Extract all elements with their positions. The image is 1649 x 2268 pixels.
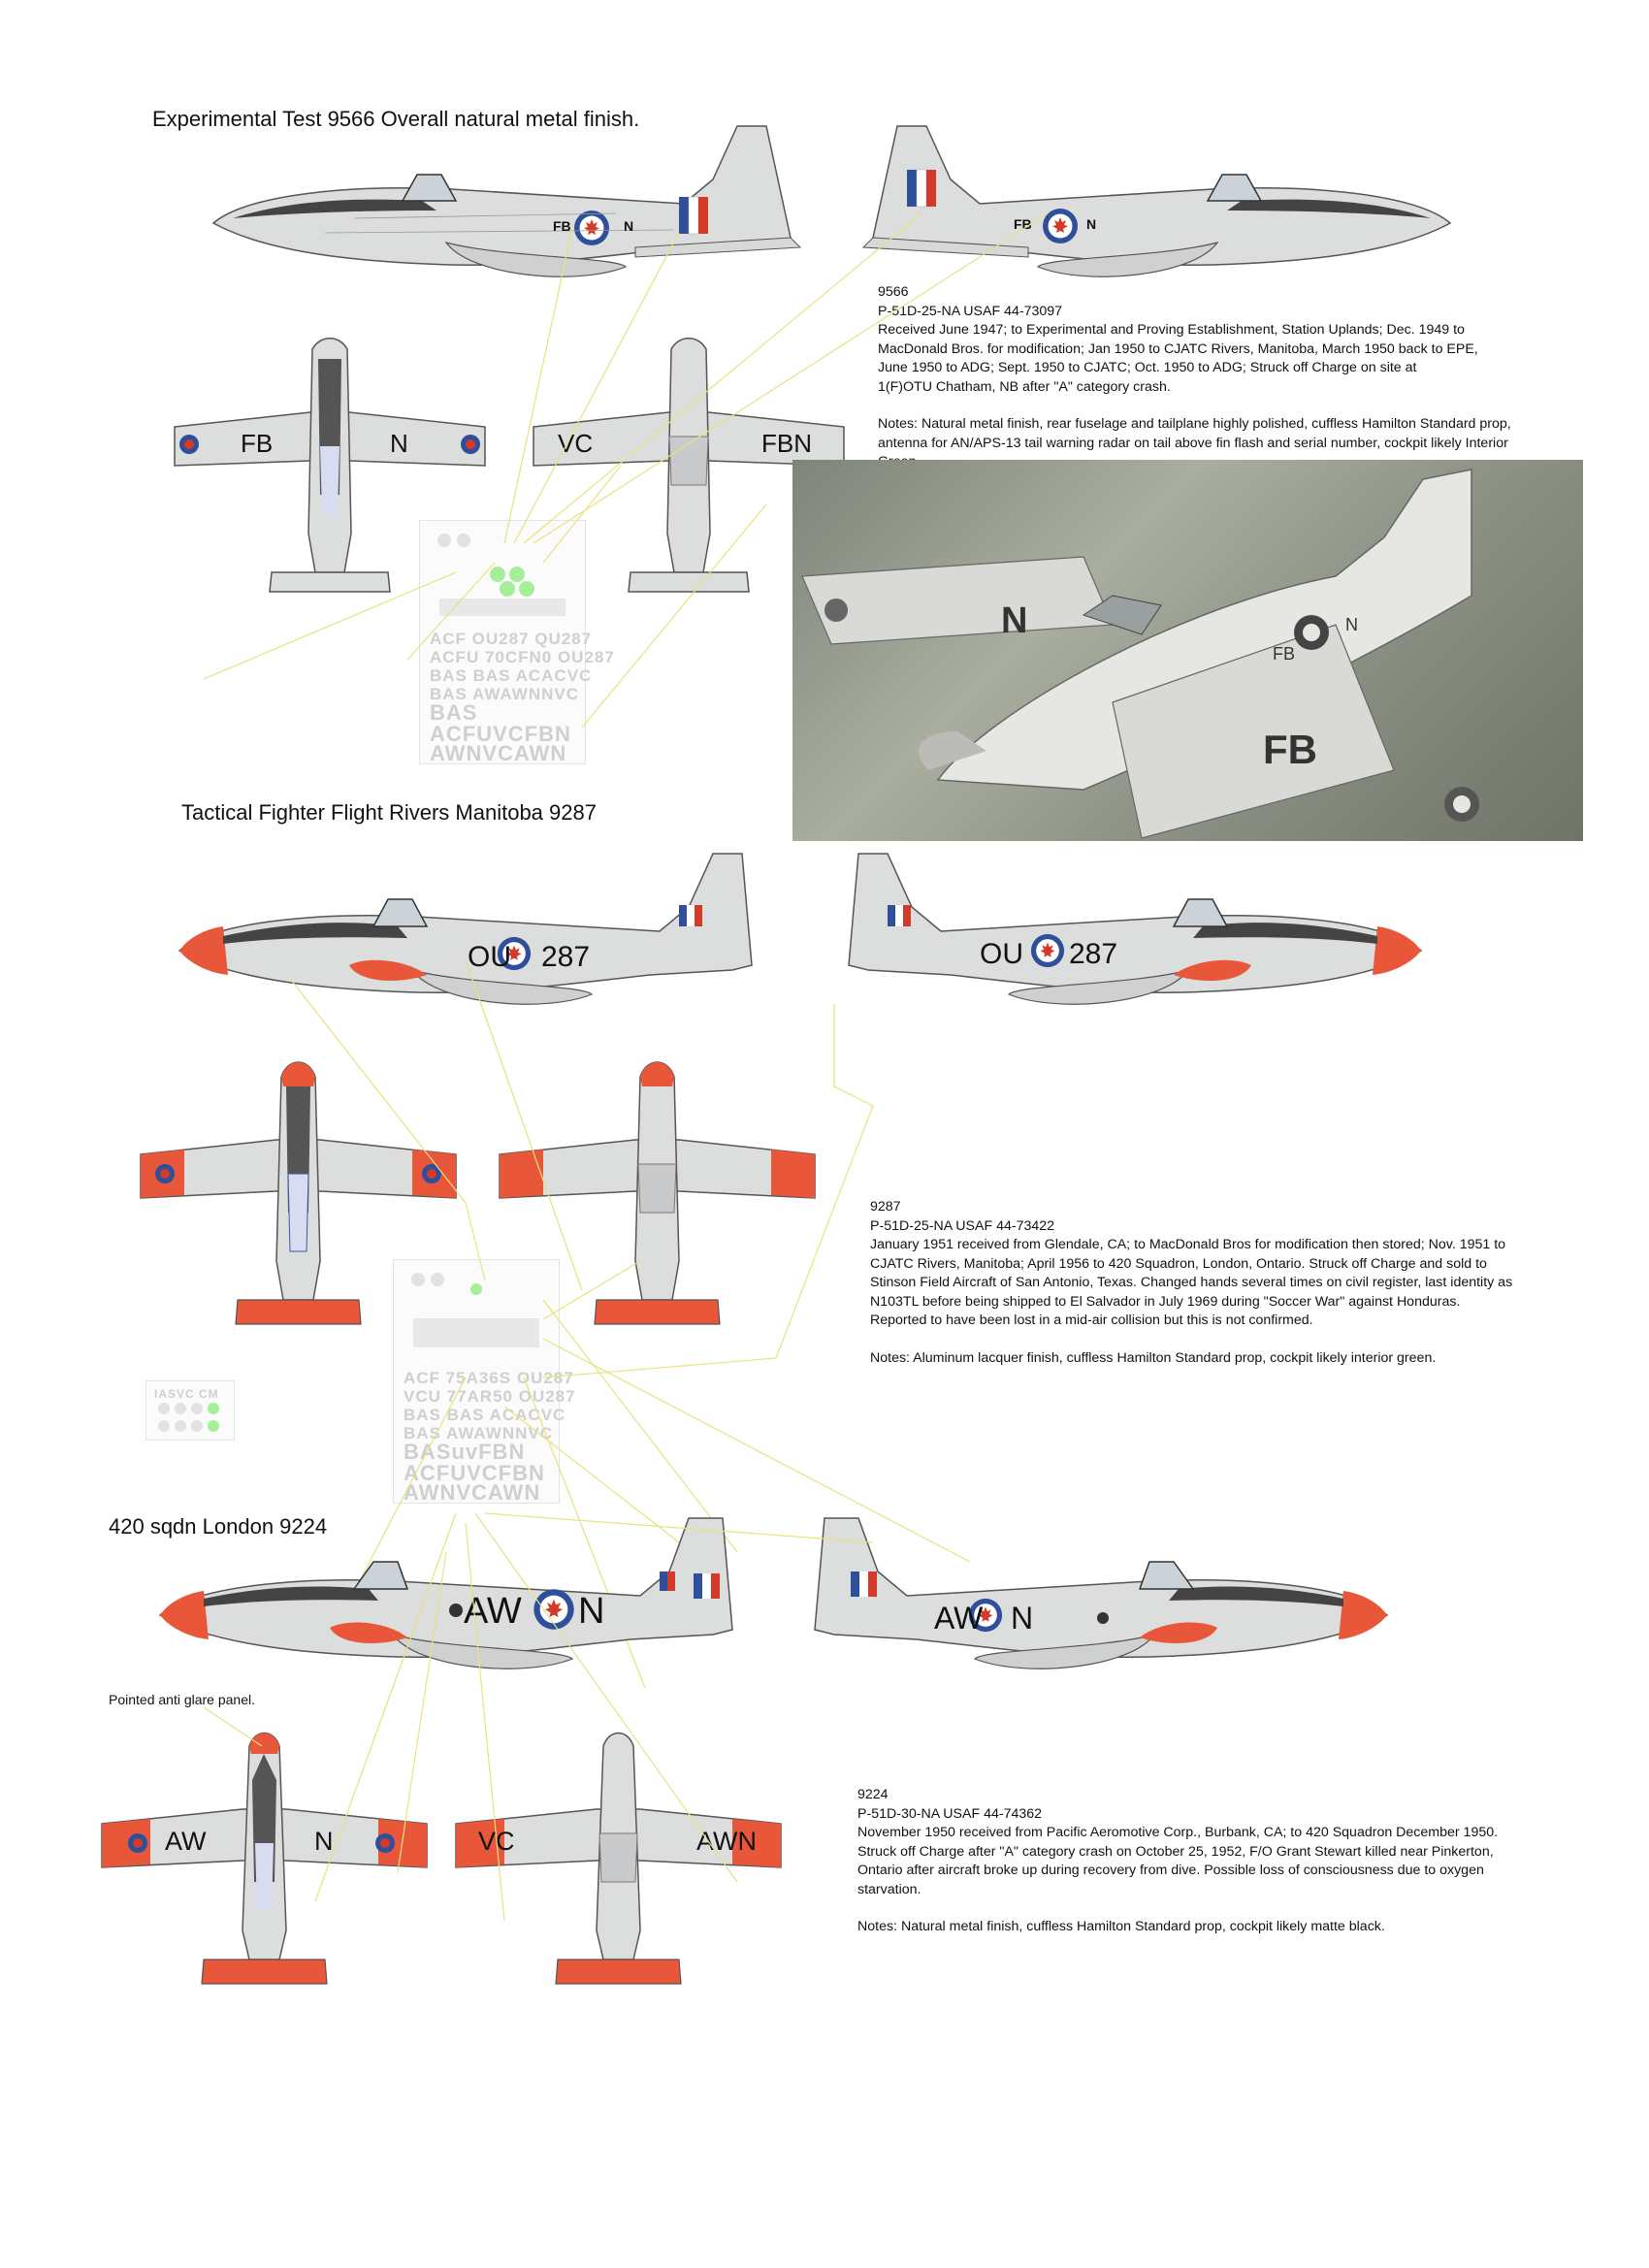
decal-sheet-mini [146, 1380, 235, 1441]
decal-sheet-2-line-5: BASuvFBN [404, 1440, 526, 1464]
decal-sheet-1-line-5: BAS [430, 700, 478, 725]
info-9566 [878, 283, 1576, 472]
info-9224-history-2: Struck off Charge after "A" category crash on October 25, 1952, F/O Grant Stewart killed near Pinkerton, [857, 1843, 1494, 1860]
decal-sheet-2-line-3: BAS BAS ACACVC [404, 1406, 566, 1424]
info-9287-type: P-51D-25-NA USAF 44-73422 [870, 1217, 1055, 1234]
decal-sheet-2-line-2: VCU 77AR50 OU287 [404, 1387, 576, 1406]
info-9287 [870, 1198, 1568, 1368]
photo-lower-code: FB [1263, 727, 1317, 772]
photo-tail-code: N [1345, 615, 1358, 634]
profile-9287-right-code-a: OU [980, 938, 1023, 970]
info-9566-history-3: June 1950 to ADG; Sept. 1950 to CJATC; Oct. 1950 to ADG; Struck off Charge on site at [878, 360, 1417, 375]
aircraft-photo [792, 460, 1583, 841]
section2-heading: Tactical Fighter Flight Rivers Manitoba 9287 [181, 800, 597, 825]
info-9224-type: P-51D-30-NA USAF 44-74362 [857, 1805, 1043, 1822]
decal-sheet-1-line-6: ACFUVCFBN [430, 722, 571, 746]
info-9566-history-4: 1(F)OTU Chatham, NB after "A" category crash. [878, 378, 1171, 395]
info-9566-notes-2: antenna for AN/APS-13 tail warning radar on tail above fin flash and serial number, cockpit likely Interior [878, 435, 1508, 451]
photo-fuselage-code: FB [1273, 644, 1296, 664]
profile-9224-right-code-b: N [1011, 1601, 1034, 1636]
info-9224-serial: 9224 [857, 1787, 889, 1802]
profile-9287-left-code-a: OU [468, 941, 511, 973]
decal-sheet-2-line-4: BAS AWAWNNVC [404, 1424, 553, 1442]
profile-9566-right-code-b: N [1086, 216, 1097, 232]
info-9287-history-3: Stinson Field Aircraft of San Antonio, Texas. Changed hands several times on civil register, last identity as [870, 1275, 1513, 1290]
profile-9224-left [155, 1513, 737, 1688]
decal-sheet-1-line-7: AWNVCAWN [430, 741, 567, 765]
info-9224-notes-1: Notes: Natural metal finish, cuffless Hamilton Standard prop, cockpit likely matte black. [857, 1919, 1385, 1934]
section3-heading: 420 sqdn London 9224 [109, 1514, 328, 1539]
info-9566-type: P-51D-25-NA USAF 44-73097 [878, 303, 1063, 319]
section1-heading: Experimental Test 9566 Overall natural metal finish. [152, 107, 640, 131]
profile-9566-right [854, 121, 1455, 296]
planform-9566-top-code-a: FB [241, 429, 274, 458]
info-9287-history-5: Reported to have been lost in a mid-air collision but this is not confirmed. [870, 1312, 1313, 1328]
profile-9224-left-code-a: AW [464, 1591, 522, 1632]
info-9224-history-1: November 1950 received from Pacific Aeromotive Corp., Burbank, CA; to 420 Squadron December 1950. [857, 1825, 1499, 1840]
info-9566-notes-1: Notes: Natural metal finish, rear fuselage and tailplane highly polished, cuffless Hamilton Standard prop, [878, 416, 1511, 432]
planform-9224-top-code-a: AW [165, 1827, 207, 1856]
planform-9224-top-code-b: N [314, 1827, 334, 1856]
decal-sheet-1-line-3: BAS BAS ACACVC [430, 666, 593, 685]
info-9566-history-2: MacDonald Bros. for modification; Jan 1950 to CJATC Rivers, Manitoba, March 1950 back to EPE, [878, 340, 1478, 357]
decal-sheet-2-line-6: ACFUVCFBN [404, 1461, 545, 1485]
info-9287-notes-1: Notes: Aluminum lacquer finish, cuffless Hamilton Standard prop, cockpit likely interior green. [870, 1349, 1437, 1366]
decal-sheet-2 [393, 1259, 576, 1505]
planform-9224-top [97, 1736, 432, 2008]
profile-9566-left-code-a: FB [553, 218, 571, 234]
decal-sheet-1-line-4: BAS AWAWNNVC [430, 685, 579, 703]
info-9566-serial: 9566 [878, 284, 909, 300]
decal-sheet-1-line-1: ACF OU287 QU287 [430, 630, 593, 648]
decal-sheet-2-line-7: AWNVCAWN [404, 1480, 541, 1505]
info-9287-history-4: N103TL before being shipped to El Salvador in July 1969 during "Soccer War" against Honduras. [870, 1293, 1461, 1310]
profile-9224-left-code-b: N [578, 1591, 605, 1632]
decal-sheet-2-line-1: ACF 75A36S OU287 [404, 1369, 574, 1387]
decal-sheet-1 [419, 520, 615, 765]
info-9224-history-4: starvation. [857, 1881, 922, 1897]
profile-9224-right-code-a: AW [934, 1601, 984, 1636]
profile-9287-right [844, 849, 1426, 1023]
anti-glare-callout: Pointed anti glare panel. [109, 1692, 255, 1707]
info-9566-history-1: Received June 1947; to Experimental and Proving Establishment, Station Uplands; Dec. 1949 to [878, 322, 1465, 338]
profile-9566-right-code-a: FB [1014, 216, 1032, 232]
info-9287-history-2: CJATC Rivers, Manitoba; April 1956 to 420 Squadron, London, Ontario. Struck off Charge and sold to [870, 1255, 1487, 1272]
profile-9224-right [810, 1513, 1392, 1688]
planform-9566-top-code-b: N [390, 429, 408, 458]
planform-9566-bottom-code-b: FBN [761, 429, 812, 458]
profile-9287-left-code-b: 287 [541, 941, 591, 973]
decal-sheet-1-line-2: ACFU 70CFN0 OU287 [430, 648, 615, 666]
planform-9224-bottom-code-a: VC [478, 1827, 515, 1856]
info-9287-history-1: January 1951 received from Glendale, CA; to MacDonald Bros for modification then stored; Nov. 1951 to [870, 1237, 1506, 1252]
photo-wing-code: N [1001, 600, 1028, 641]
info-9224-history-3: Ontario after aircraft broke up during recovery from dive. Possible loss of consciousness due to oxygen [857, 1863, 1484, 1878]
info-9287-serial: 9287 [870, 1199, 901, 1215]
profile-9287-left [175, 849, 757, 1023]
profile-9287-right-code-b: 287 [1069, 938, 1118, 970]
info-9224 [857, 1786, 1556, 1937]
planform-9224-bottom [451, 1736, 786, 2008]
planform-9224-bottom-code-b: AWN [696, 1827, 757, 1856]
profile-9566-left-code-b: N [624, 218, 634, 234]
decal-sheet-mini-label: IASVC CM [154, 1387, 219, 1401]
planform-9566-bottom-code-a: VC [558, 429, 594, 458]
profile-9566-left [209, 121, 810, 296]
